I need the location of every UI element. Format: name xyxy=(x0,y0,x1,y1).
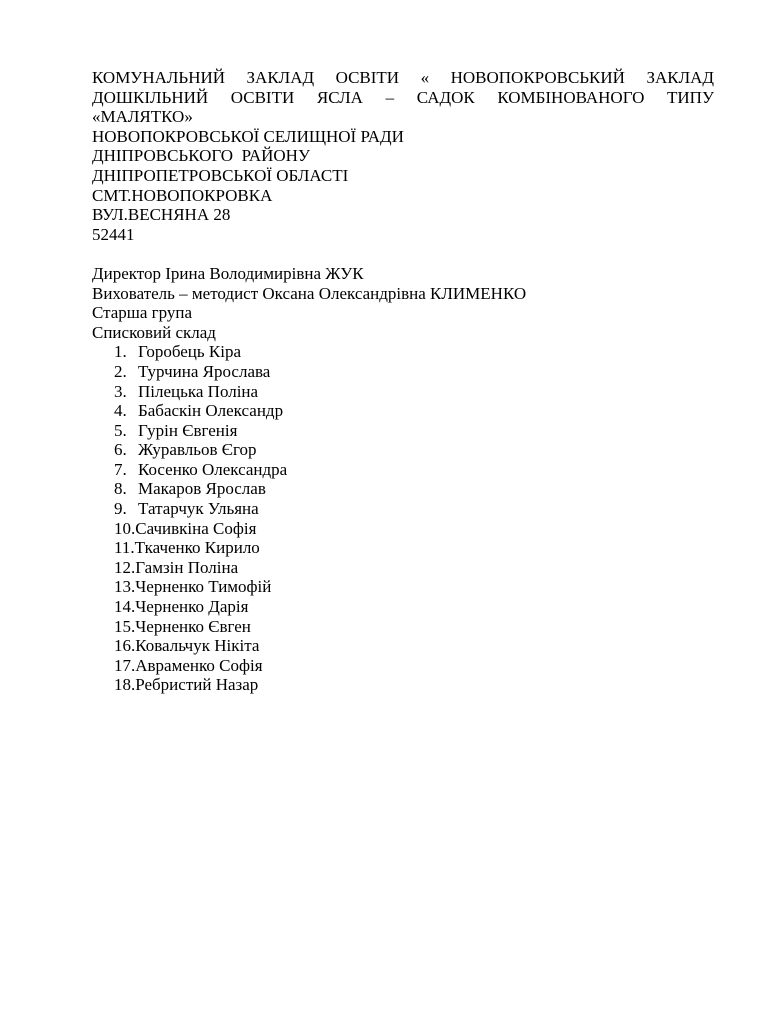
header-line-5: ДНІПРОВСЬКОГО РАЙОНУ xyxy=(92,146,310,166)
list-item-name: Журавльов Єгор xyxy=(138,440,257,460)
header-line-4: НОВОПОКРОВСЬКОЇ СЕЛИЩНОЇ РАДИ xyxy=(92,126,404,146)
staff-info xyxy=(92,264,714,342)
institution-header xyxy=(92,68,714,244)
list-item xyxy=(92,656,714,676)
list-item-name: Авраменко Софія xyxy=(135,655,263,675)
group-name: Старша група xyxy=(92,303,193,323)
list-item xyxy=(92,675,714,695)
list-item-number: 8. xyxy=(114,479,127,499)
list-item xyxy=(92,362,714,382)
list-item-number: 5. xyxy=(114,420,127,440)
list-item-name: Гурін Євгенія xyxy=(138,420,238,440)
list-item-number: 7. xyxy=(114,459,127,479)
list-item-number: 15. xyxy=(114,616,136,636)
list-item-name: Гамзін Поліна xyxy=(135,557,239,577)
header-line-7: СМТ.НОВОПОКРОВКА xyxy=(92,185,273,205)
list-item xyxy=(92,382,714,402)
list-item xyxy=(92,499,714,519)
list-item-name: Косенко Олександра xyxy=(138,459,288,479)
list-item-name: Черненко Дарія xyxy=(135,597,249,617)
header-line-8: ВУЛ.ВЕСНЯНА 28 xyxy=(92,205,231,225)
list-item-name: Черненко Євген xyxy=(135,616,251,636)
list-item-number: 4. xyxy=(114,401,127,421)
postal-code: 52441 xyxy=(92,224,135,244)
list-item-number: 3. xyxy=(114,381,127,401)
list-item xyxy=(92,342,714,362)
list-item xyxy=(92,636,714,656)
list-item-number: 18. xyxy=(114,675,136,695)
list-item xyxy=(92,538,714,558)
list-item xyxy=(92,421,714,441)
list-item-name: Макаров Ярослав xyxy=(138,479,266,499)
list-item-number: 17. xyxy=(114,655,136,675)
list-item-number: 2. xyxy=(114,361,127,381)
list-title: Списковий склад xyxy=(92,322,216,342)
list-item-name: Ковальчук Нікіта xyxy=(135,636,260,656)
methodist-line: Вихователь – методист Оксана Олександрівна КЛИМЕНКО xyxy=(92,283,527,303)
list-item-number: 13. xyxy=(114,577,136,597)
list-item-number: 11. xyxy=(114,538,135,558)
list-item-name: Сачивкіна Софія xyxy=(135,518,257,538)
list-item xyxy=(92,460,714,480)
list-item-number: 16. xyxy=(114,636,136,656)
list-item-number: 9. xyxy=(114,499,127,519)
list-item xyxy=(92,440,714,460)
list-item-name: Черненко Тимофій xyxy=(135,577,272,597)
list-item xyxy=(92,558,714,578)
list-item-name: Ребристий Назар xyxy=(135,675,259,695)
list-item-number: 6. xyxy=(114,440,127,460)
list-item-number: 12. xyxy=(114,557,136,577)
header-line-3: «МАЛЯТКО» xyxy=(92,107,193,127)
list-item-name: Горобець Кіра xyxy=(138,342,242,362)
list-item-name: Бабаскін Олександр xyxy=(138,401,284,421)
list-item xyxy=(92,401,714,421)
header-line-2: ДОШКІЛЬНИЙ ОСВІТИ ЯСЛА – САДОК КОМБІНОВАНОГО ТИПУ xyxy=(92,87,714,107)
document-page xyxy=(92,68,714,695)
list-item-name: Татарчук Ульяна xyxy=(138,499,259,519)
header-line-1: КОМУНАЛЬНИЙ ЗАКЛАД ОСВІТИ « НОВОПОКРОВСЬКИЙ ЗАКЛАД xyxy=(92,68,714,87)
list-item-number: 10. xyxy=(114,518,136,538)
list-item xyxy=(92,617,714,637)
list-item-number: 14. xyxy=(114,597,136,617)
list-item xyxy=(92,577,714,597)
list-item-number: 1. xyxy=(114,342,127,362)
spacer xyxy=(92,244,714,264)
list-item-name: Турчина Ярослава xyxy=(138,361,271,381)
list-item-name: Пілецька Поліна xyxy=(138,381,259,401)
list-item xyxy=(92,479,714,499)
header-line-6: ДНІПРОПЕТРОВСЬКОЇ ОБЛАСТІ xyxy=(92,165,349,185)
children-list xyxy=(92,342,714,695)
list-item xyxy=(92,597,714,617)
director-line: Директор Ірина Володимирівна ЖУК xyxy=(92,263,364,283)
list-item xyxy=(92,519,714,539)
list-item-name: Ткаченко Кирило xyxy=(134,538,260,558)
